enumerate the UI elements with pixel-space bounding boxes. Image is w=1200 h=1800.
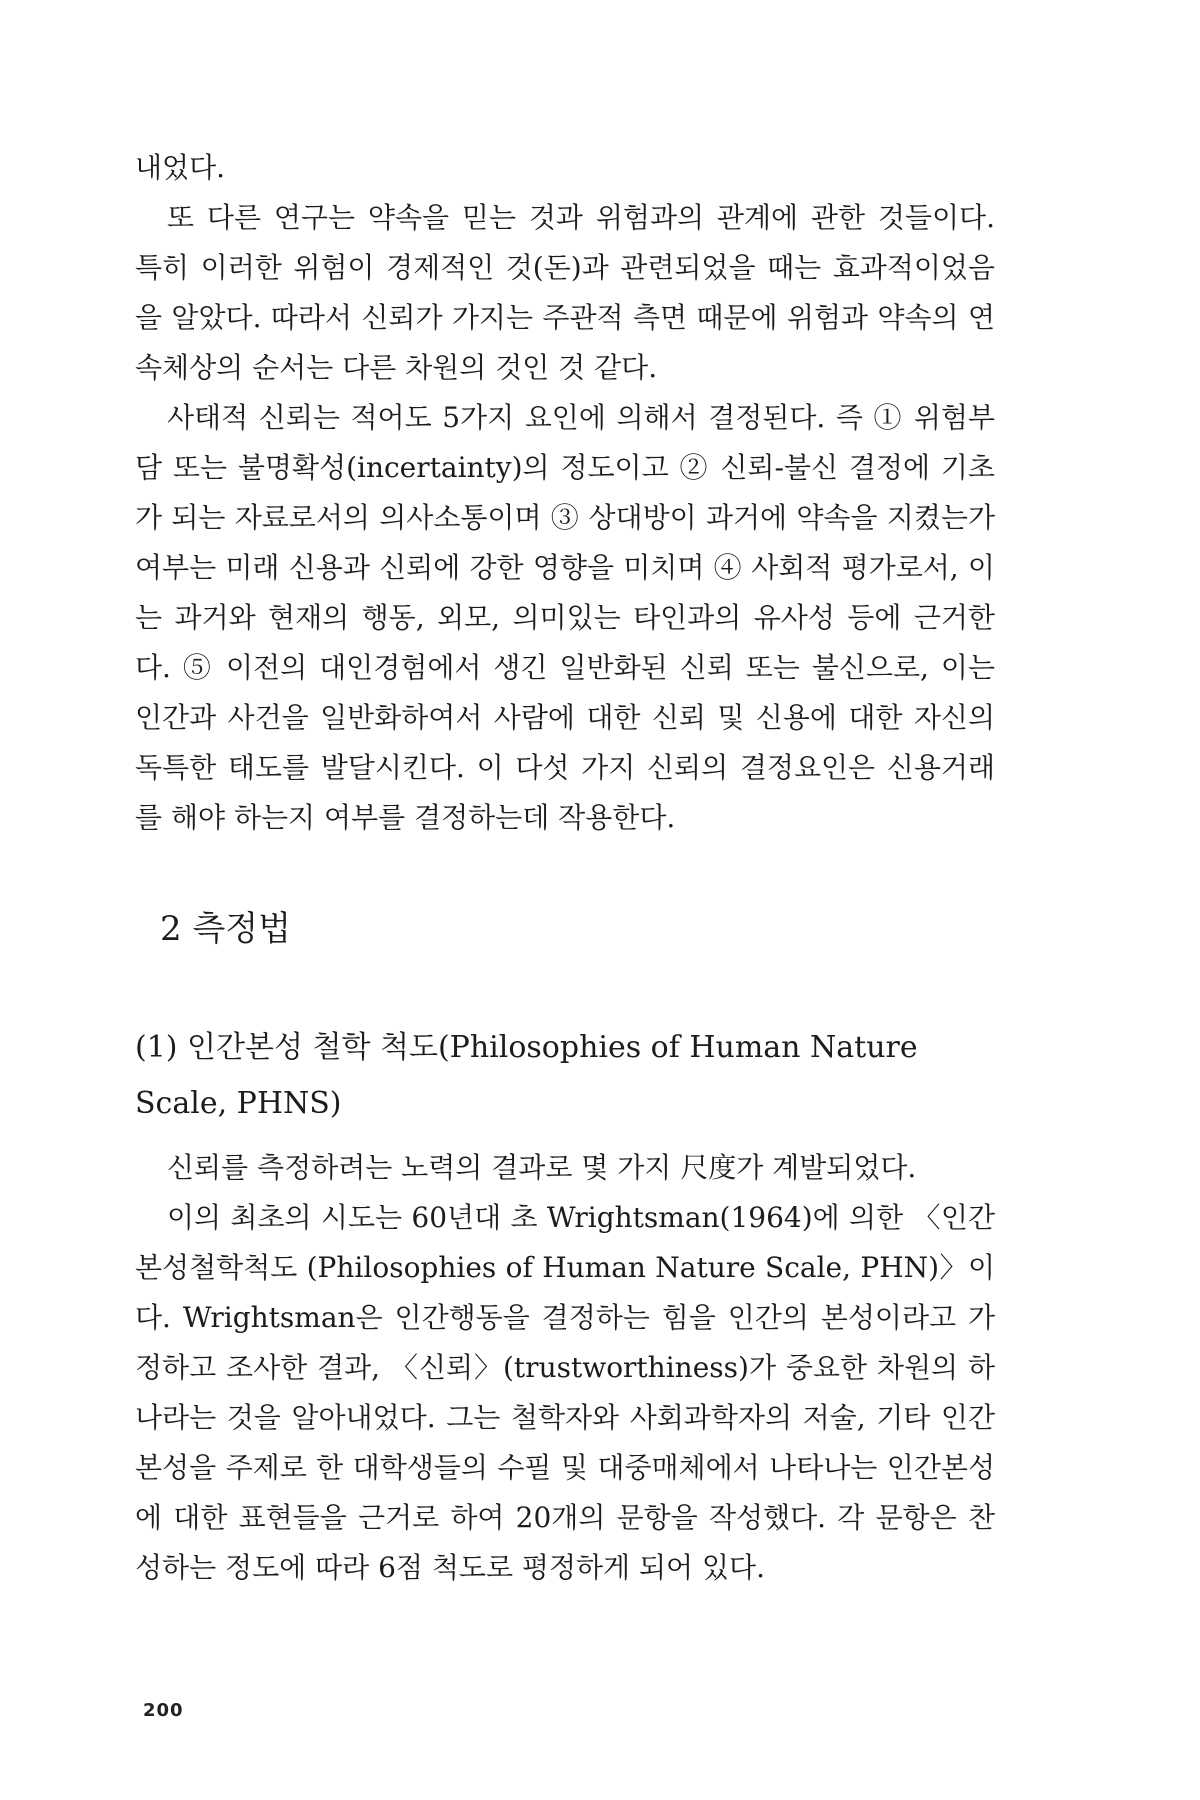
subsection-title: (1) 인간본성 철학 척도(Philosophies of Human Nature Scale, PHNS): [135, 1030, 918, 1121]
paragraph-promise-risk: 또 다른 연구는 약속을 믿는 것과 위험과의 관계에 관한 것들이다. 특히 이러한 위험이 경제적인 것(돈)과 관련되었을 때는 효과적이었음을 알았다. 따라서 신뢰가 가지는 주관적 측면 때문에 위험과 약속의 연속체상의 순서는 다른 차원의 것인 것 같다.: [135, 201, 1004, 384]
section-title: 2 측정법: [160, 909, 291, 949]
paragraph-continuation: 내었다.: [135, 151, 226, 184]
page-number: 200: [143, 1700, 184, 1721]
paragraph-trust-factors: 사태적 신뢰는 적어도 5가지 요인에 의해서 결정된다. 즉 ① 위험부담 또는 불명확성(incertainty)의 정도이고 ② 신뢰-불신 결정에 기초가 되는 자료로서의 의사소통이며 ③ 상대방이 과거에 약속을 지켰는가 여부는 미래 신용과 신뢰에 강한 영향을 미치며 ④ 사회적 평가로서, 이는 과거와 현재의 행동, 외모, 의미있는 타인과의 유사성 등에 근거한다. ⑤ 이전의 대인경험에서 생긴 일반화된 신뢰 또는 불신으로, 이는 인간과 사건을 일반화하여서 사람에 대한 신뢰 및 신용에 대한 자신의 독특한 태도를 발달시킨다. 이 다섯 가지 신뢰의 결정요인은 신용거래를 해야 하는지 여부를 결정하는데 작용한다.: [135, 401, 1004, 834]
paragraph-wrightsman: 이의 최초의 시도는 60년대 초 Wrightsman(1964)에 의한 〈인간본성철학척도 (Philosophies of Human Nature Scale, PHN)〉이 다. Wrightsman은 인간행동을 결정하는 힘을 인간의 본성이라고 가정하고 조사한 결과, 〈신뢰〉(trustworthiness)가 중요한 차원의 하나라는 것을 알아내었다. 그는 철학자와 사회과학자의 저술, 기타 인간본성을 주제로 한 대학생들의 수필 및 대중매체에서 나타나는 인간본성에 대한 표현들을 근거로 하여 20개의 문항을 작성했다. 각 문항은 찬성하는 정도에 따라 6점 척도로 평정하게 되어 있다.: [135, 1201, 1004, 1584]
paragraph-scales-developed: 신뢰를 측정하려는 노력의 결과로 몇 가지 尺度가 계발되었다.: [167, 1151, 917, 1184]
